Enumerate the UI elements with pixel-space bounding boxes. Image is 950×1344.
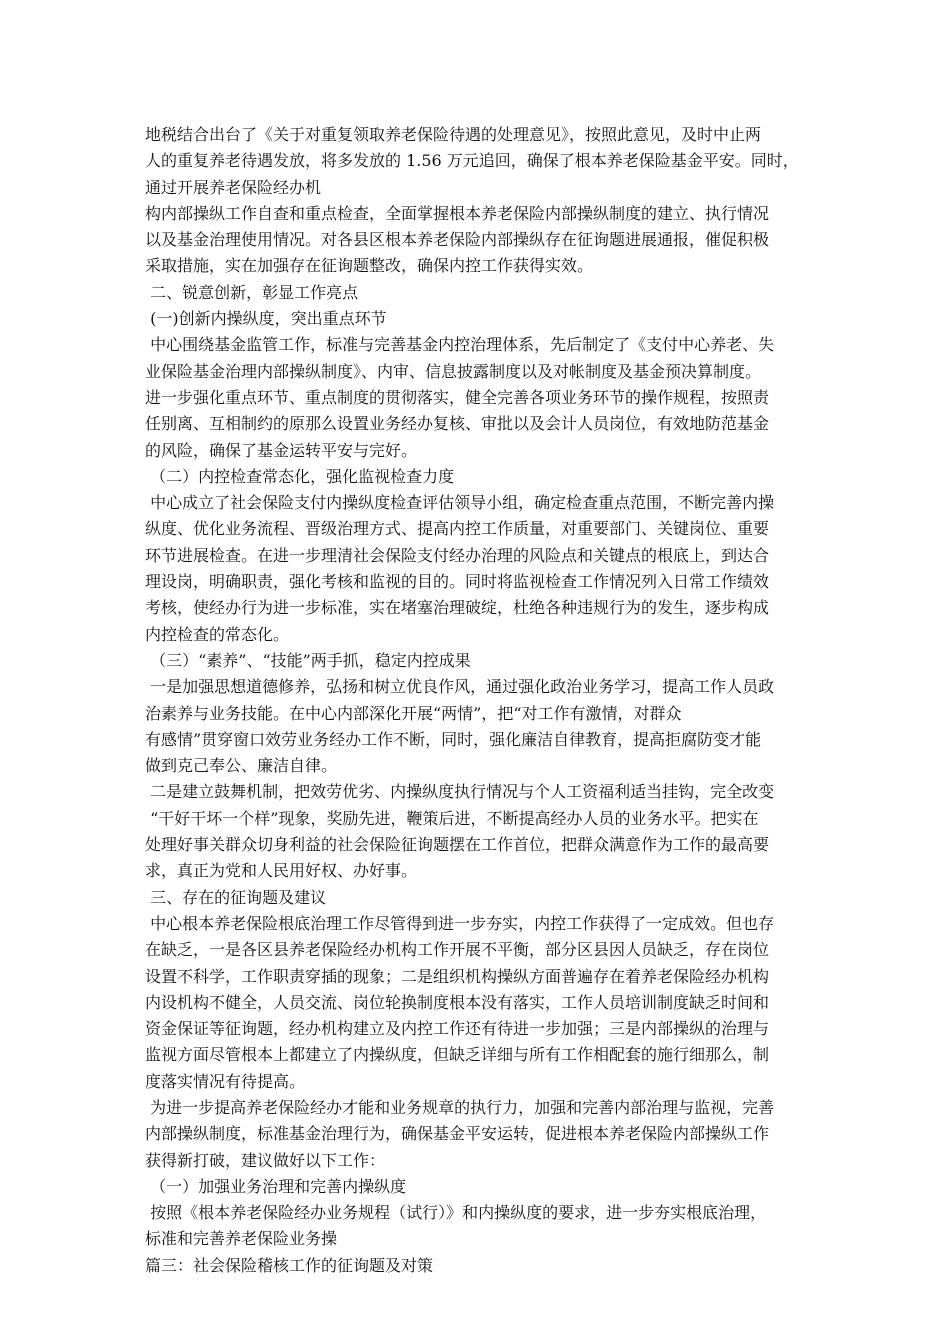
text-line: 的风险，确保了基金运转平安与完好。 — [145, 440, 418, 460]
text-line: 治素养与业务技能。在中心内部深化开展“两情”，把“对工作有激情，对群众 — [145, 703, 682, 723]
text-line: 资金保证等征询题，经办机构建立及内控工作还有待进一步加强；三是内部操纵的治理与 — [145, 1019, 770, 1039]
text-line: 内部操纵制度，标准基金治理行为，确保基金平安运转，促进根本养老保险内部操纵工作 — [145, 1124, 770, 1144]
text-line: 纵度、优化业务流程、晋级治理方式、提高内控工作质量，对重要部门、关键岗位、重要 — [145, 519, 770, 539]
text-line: 采取措施，实在加强存在征询题整改，确保内控工作获得实效。 — [145, 256, 594, 276]
text-line: 环节进展检查。在进一步理清社会保险支付经办治理的风险点和关键点的根底上，到达合 — [145, 545, 770, 565]
subsection-heading: （一）加强业务治理和完善内操纵度 — [145, 1176, 407, 1196]
text-line: “干好干坏一个样”现象，奖励先进，鞭策后进，不断提高经办人员的业务水平。把实在 — [145, 808, 759, 828]
text-line: 内控检查的常态化。 — [145, 624, 290, 644]
text-line: 地税结合出台了《关于对重复领取养老保险待遇的处理意见》，按照此意见，及时中止两 — [145, 125, 762, 144]
subsection-heading: (一)创新内操纵度，突出重点环节 — [145, 309, 387, 329]
text-line: 获得新打破，建议做好以下工作： — [145, 1150, 386, 1170]
text-line: 为进一步提高养老保险经办才能和业务规章的执行力，加强和完善内部治理与监视，完善 — [145, 1097, 775, 1117]
text-line: 理设岗，明确职责，强化考核和监视的目的。同时将监视检查工作情况列入日常工作绩效 — [145, 572, 770, 592]
text-line: 考核，使经办行为进一步标准，实在堵塞治理破绽，杜绝各种违规行为的发生，逐步构成 — [145, 598, 770, 618]
text-line: 做到克己奉公、廉洁自律。 — [145, 756, 338, 776]
text-line: 有感情”贯穿窗口效劳业务经办工作不断，同时，强化廉洁自律教育，提高拒腐防变才能 — [145, 729, 762, 749]
text-line: 中心成立了社会保险支付内操纵度检查评估领导小组，确定检查重点范围，不断完善内操 — [145, 493, 775, 513]
text-line: 进一步强化重点环节、重点制度的贯彻落实，健全完善各项业务环节的操作规程，按照责 — [145, 387, 770, 407]
section-heading: 三、存在的征询题及建议 — [145, 887, 327, 907]
document-body — [145, 122, 815, 1279]
text-line: 通过开展养老保险经办机 — [145, 177, 322, 197]
text-line: 业保险基金治理内部操纵制度》、内审、信息披露制度以及对帐制度及基金预决算制度。 — [145, 361, 762, 381]
text-line: 设置不科学，工作职责穿插的现象；二是组织机构操纵方面普遍存在着养老保险经办机构 — [145, 966, 770, 986]
chapter-heading: 篇三：社会保险稽核工作的征询题及对策 — [145, 1255, 434, 1275]
text-line: 度落实情况有待提高。 — [145, 1071, 306, 1091]
text-line: 以及基金治理使用情况。对各县区根本养老保险内部操纵存在征询题进展通报，催促积极 — [145, 230, 770, 250]
text-line: 构内部操纵工作自查和重点检查，全面掌握根本养老保险内部操纵制度的建立、执行情况 — [145, 203, 770, 223]
text-line: 一是加强思想道德修养，弘扬和树立优良作风，通过强化政治业务学习，提高工作人员政 — [145, 677, 775, 697]
text-line: 在缺乏，一是各区县养老保险经办机构工作开展不平衡，部分区县因人员缺乏，存在岗位 — [145, 940, 770, 960]
text-line: 内设机构不健全，人员交流、岗位轮换制度根本没有落实，工作人员培训制度缺乏时间和 — [145, 992, 770, 1012]
subsection-heading: （二）内控检查常态化，强化监视检查力度 — [145, 466, 455, 486]
text-line: 人的重复养老待遇发放，将多发放的 1.56 万元追回，确保了根本养老保险基金平安。同时， — [145, 151, 799, 171]
text-line: 标准和完善养老保险业务操 — [145, 1229, 338, 1249]
text-line: 任别离、互相制约的原那么设置业务经办复核、审批以及会计人员岗位，有效地防范基金 — [145, 414, 770, 434]
section-heading: 二、锐意创新，彰显工作亮点 — [145, 282, 359, 302]
text-line: 求，真正为党和人民用好权、办好事。 — [145, 861, 418, 881]
text-line: 中心围绕基金监管工作，标准与完善基金内控治理体系，先后制定了《支付中心养老、失 — [145, 335, 775, 355]
text-line: 按照《根本养老保险经办业务规程（试行）》和内操纵度的要求，进一步夯实根底治理， — [145, 1203, 767, 1223]
text-line: 中心根本养老保险根底治理工作尽管得到进一步夯实，内控工作获得了一定成效。但也存 — [145, 913, 775, 933]
text-line: 处理好事关群众切身利益的社会保险征询题摆在工作首位，把群众满意作为工作的最高要 — [145, 835, 770, 855]
text-line: 监视方面尽管根本上都建立了内操纵度，但缺乏详细与所有工作相配套的施行细那么，制 — [145, 1045, 770, 1065]
text-line: 二是建立鼓舞机制，把效劳优劣、内操纵度执行情况与个人工资福利适当挂钩，完全改变 — [145, 782, 775, 802]
subsection-heading: （三）“素养”、“技能”两手抓，稳定内控成果 — [145, 650, 471, 670]
